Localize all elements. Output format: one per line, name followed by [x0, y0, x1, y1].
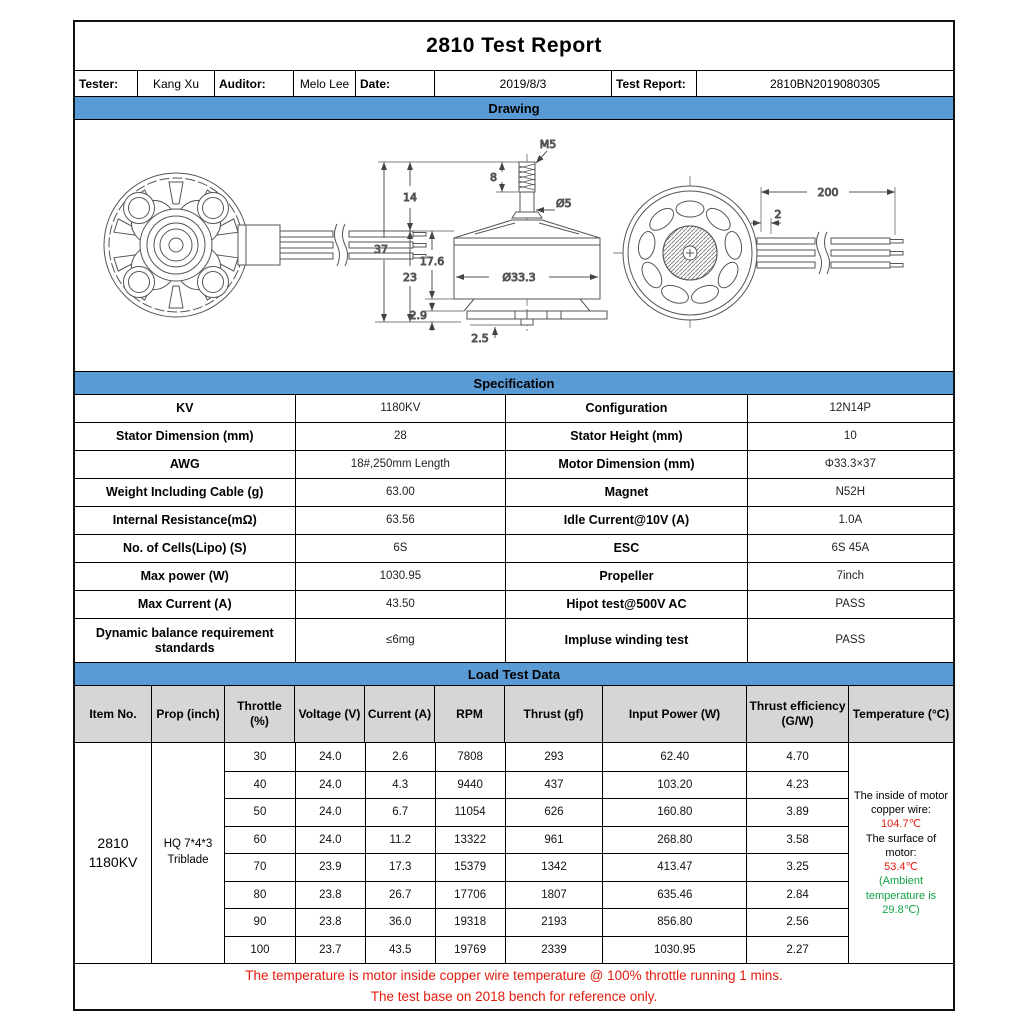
cell-throttle: 80: [253, 888, 267, 901]
spec-label: Internal Resistance(mΩ): [112, 513, 257, 527]
dim-body-diameter: Ø33.3: [502, 271, 536, 284]
cell-thrust: 2339: [505, 937, 603, 964]
cell-current: 6.7: [365, 799, 435, 826]
col-header-rpm: RPM: [434, 686, 504, 742]
cell-voltage: 23.8: [295, 882, 365, 909]
cell-rpm: 9440: [435, 772, 505, 799]
dim-wire-length: 200: [817, 186, 839, 199]
cell-efficiency: 2.84: [746, 882, 848, 909]
spec-label: KV: [176, 401, 194, 415]
footer-note: [75, 963, 953, 1009]
temp-note-inside-value: 104.7℃: [881, 818, 921, 831]
spec-value: 1.0A: [747, 507, 953, 534]
footer-line-2: The test base on 2018 bench for reference only.: [370, 988, 658, 1004]
spec-value: ≤6mg: [295, 619, 506, 662]
tester-label: Tester:: [79, 76, 119, 91]
spec-value: Φ33.3×37: [747, 451, 953, 478]
report-page: [73, 20, 955, 1011]
cell-current: 43.5: [365, 937, 435, 964]
spec-label: Weight Including Cable (g): [106, 485, 264, 499]
specification-table: [75, 394, 953, 662]
cell-thrust: 437: [505, 772, 603, 799]
spec-value: 43.50: [295, 591, 506, 618]
cell-current: 26.7: [365, 882, 435, 909]
auditor-label: Auditor:: [214, 71, 293, 96]
cell-voltage: 24.0: [295, 743, 365, 771]
page-title: 2810 Test Report: [426, 34, 602, 57]
cell-efficiency: 3.89: [746, 799, 848, 826]
col-header-throttle: Throttle (%): [224, 686, 294, 742]
date-label: Date:: [355, 71, 434, 96]
date-value: 2019/8/3: [434, 71, 611, 96]
load-test-body: [75, 742, 953, 963]
spec-value: PASS: [747, 591, 953, 618]
dim-stator-section: 17.6: [419, 255, 445, 268]
dim-thread-spec: M5: [539, 138, 557, 151]
report-info-row: [75, 70, 953, 96]
cell-current: 11.2: [365, 827, 435, 854]
cell-voltage: 23.8: [295, 909, 365, 936]
spec-value: 10: [747, 423, 953, 450]
cell-rpm: 19769: [435, 937, 505, 964]
cell-efficiency: 2.56: [746, 909, 848, 936]
load-row: [225, 743, 848, 771]
cell-power: 1030.95: [602, 937, 746, 964]
cell-rpm: 7808: [435, 743, 505, 771]
load-test-section-header: Load Test Data: [75, 662, 953, 685]
col-header-thrust: Thrust (gf): [504, 686, 602, 742]
spec-label: Stator Height (mm): [505, 423, 746, 450]
spec-row: [75, 506, 953, 534]
cell-current: 36.0: [365, 909, 435, 936]
cell-thrust: 626: [505, 799, 603, 826]
cell-thrust: 1342: [505, 854, 603, 881]
spec-value: 12N14P: [747, 395, 953, 422]
spec-row: [75, 478, 953, 506]
col-header-item: Item No.: [89, 706, 137, 721]
col-header-input-power: Input Power (W): [602, 686, 746, 742]
spec-value: 1180KV: [295, 395, 506, 422]
cell-throttle: 60: [253, 833, 267, 846]
cell-power: 268.80: [602, 827, 746, 854]
temperature-note-cell: [848, 743, 953, 963]
test-report: [73, 20, 955, 1011]
spec-row: [75, 394, 953, 422]
spec-value: N52H: [747, 479, 953, 506]
load-data-grid: [224, 743, 848, 963]
spec-label: No. of Cells(Lipo) (S): [122, 541, 247, 555]
cell-efficiency: 4.23: [746, 772, 848, 799]
dim-shaft-bottom: 2.5: [471, 332, 489, 345]
prop-size: HQ 7*4*3: [163, 838, 213, 851]
spec-label: Stator Dimension (mm): [115, 429, 254, 443]
spec-label: Impluse winding test: [505, 619, 746, 662]
spec-row: [75, 534, 953, 562]
cell-rpm: 13322: [435, 827, 505, 854]
spec-label: Propeller: [505, 563, 746, 590]
spec-row: [75, 450, 953, 478]
cell-throttle: 90: [253, 916, 267, 929]
cell-efficiency: 3.25: [746, 854, 848, 881]
col-header-efficiency: Thrust efficiency (G/W): [746, 686, 848, 742]
cell-rpm: 11054: [435, 799, 505, 826]
spec-value: 28: [295, 423, 506, 450]
cell-thrust: 2193: [505, 909, 603, 936]
tester-value: Kang Xu: [137, 71, 214, 96]
spec-label: ESC: [505, 535, 746, 562]
spec-value: 63.56: [295, 507, 506, 534]
load-row: [225, 771, 848, 799]
temp-note-surface-label: The surface of motor:: [865, 832, 937, 859]
temp-note-ambient: (Ambient temperature is 29.8℃): [865, 875, 937, 917]
cell-voltage: 24.0: [295, 772, 365, 799]
cell-rpm: 15379: [435, 854, 505, 881]
cell-power: 103.20: [602, 772, 746, 799]
dim-thread-length: 8: [490, 171, 497, 184]
spec-label: Dynamic balance requirement standards: [95, 625, 274, 655]
cell-throttle: 50: [253, 806, 267, 819]
report-no-label: Test Report:: [611, 71, 696, 96]
prop-cell: [151, 743, 224, 963]
spec-value: 6S 45A: [747, 535, 953, 562]
spec-row: [75, 618, 953, 662]
cell-voltage: 24.0: [295, 827, 365, 854]
drawing-section-header: Drawing: [75, 96, 953, 119]
cell-rpm: 19318: [435, 909, 505, 936]
load-test-header-row: [75, 685, 953, 742]
load-row: [225, 826, 848, 854]
cell-current: 17.3: [365, 854, 435, 881]
spec-label: Max power (W): [140, 569, 229, 583]
col-header-prop: Prop (inch): [151, 686, 224, 742]
dim-base-thickness: 2.9: [409, 309, 427, 322]
cell-efficiency: 4.70: [746, 743, 848, 771]
dim-total-height: 37: [374, 243, 388, 256]
cell-efficiency: 2.27: [746, 937, 848, 964]
load-test-table: [75, 685, 953, 963]
cell-power: 635.46: [602, 882, 746, 909]
cell-voltage: 23.7: [295, 937, 365, 964]
dim-shaft-height: 14: [403, 191, 417, 204]
motor-rear-view: [613, 176, 903, 330]
motor-drawing: [75, 119, 953, 371]
temp-note-surface-value: 53.4℃: [884, 861, 918, 874]
cell-thrust: 1807: [505, 882, 603, 909]
cell-thrust: 961: [505, 827, 603, 854]
cell-current: 2.6: [365, 743, 435, 771]
spec-value: 63.00: [295, 479, 506, 506]
item-no-model: 2810: [97, 835, 129, 852]
load-row: [225, 798, 848, 826]
col-header-temperature: Temperature (°C): [848, 686, 953, 742]
load-row: [225, 881, 848, 909]
spec-value: 6S: [295, 535, 506, 562]
specification-section-header: Specification: [75, 371, 953, 394]
spec-row: [75, 562, 953, 590]
cell-thrust: 293: [505, 743, 603, 771]
spec-value: 7inch: [747, 563, 953, 590]
item-no-cell: [75, 743, 151, 963]
cell-voltage: 24.0: [295, 799, 365, 826]
col-header-voltage: Voltage (V): [294, 686, 364, 742]
temp-note-inside-label: The inside of motor copper wire:: [853, 789, 949, 816]
load-row: [225, 936, 848, 964]
prop-type: Triblade: [167, 854, 209, 866]
spec-row: [75, 590, 953, 618]
load-row: [225, 853, 848, 881]
cell-rpm: 17706: [435, 882, 505, 909]
spec-label: Configuration: [505, 395, 746, 422]
spec-row: [75, 422, 953, 450]
cell-throttle: 30: [253, 750, 267, 763]
motor-drawing-svg: [75, 120, 953, 370]
dim-shaft-diameter: Ø5: [556, 197, 572, 210]
spec-label: Hipot test@500V AC: [505, 591, 746, 618]
item-no-kv: 1180KV: [88, 854, 138, 870]
spec-value: PASS: [747, 619, 953, 662]
spec-label: Motor Dimension (mm): [505, 451, 746, 478]
footer-line-1: The temperature is motor inside copper wire temperature @ 100% throttle running 1 mins.: [245, 967, 783, 983]
col-header-current: Current (A): [364, 686, 434, 742]
cell-throttle: 40: [253, 778, 267, 791]
auditor-value: Melo Lee: [293, 71, 355, 96]
spec-label: Idle Current@10V (A): [505, 507, 746, 534]
dim-wire-offset: 2: [774, 208, 782, 221]
spec-label: AWG: [169, 457, 200, 471]
spec-label: Magnet: [505, 479, 746, 506]
cell-power: 413.47: [602, 854, 746, 881]
cell-throttle: 70: [253, 861, 267, 874]
cell-power: 160.80: [602, 799, 746, 826]
cell-efficiency: 3.58: [746, 827, 848, 854]
spec-value: 18#,250mm Length: [295, 451, 506, 478]
spec-label: Max Current (A): [137, 597, 232, 611]
load-row: [225, 908, 848, 936]
cell-power: 856.80: [602, 909, 746, 936]
cell-current: 4.3: [365, 772, 435, 799]
dim-body-height: 23: [403, 271, 417, 284]
spec-value: 1030.95: [295, 563, 506, 590]
report-no-value: 2810BN2019080305: [696, 71, 953, 96]
cell-power: 62.40: [602, 743, 746, 771]
cell-voltage: 23.9: [295, 854, 365, 881]
cell-throttle: 100: [250, 943, 270, 956]
